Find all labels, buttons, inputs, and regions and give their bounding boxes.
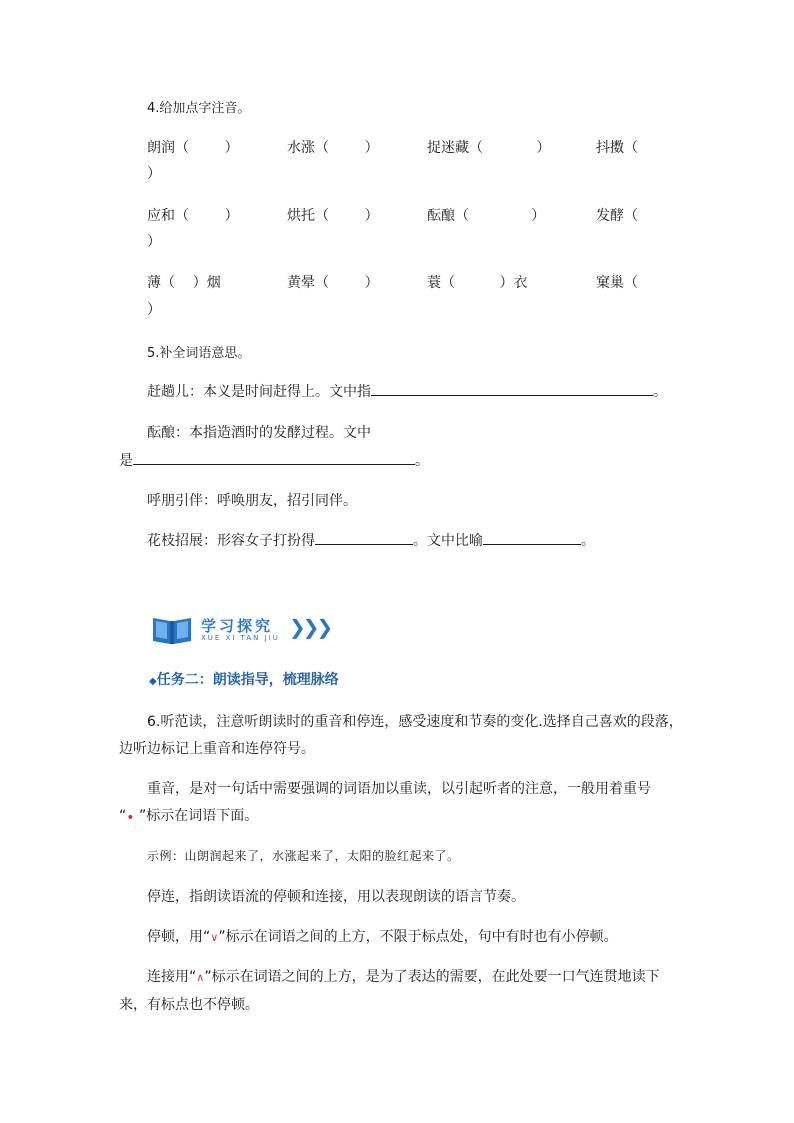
q4-item-dousou: 抖擞（ <box>596 140 638 156</box>
chevrons-right-icon: ❯❯❯ <box>289 615 331 639</box>
stress-open-quote: “ <box>119 808 127 824</box>
q5-item-gantang <box>147 381 667 401</box>
q4-item-kechao: 窠巢（ <box>596 275 638 291</box>
stress-line2 <box>119 805 258 825</box>
stress-line2-text: ”标示在词语下面。 <box>134 808 259 824</box>
q4-item-hongtuo: 烘托（ ） <box>287 208 379 224</box>
link-text-b: ”标示在词语之间的上方，是为了表达的需要，在此处要一口气连贯地读下 <box>204 969 660 985</box>
stress-line1: 重音，是对一句话中需要强调的词语加以重读，以引起听者的注意，一般用着重号 <box>147 781 651 797</box>
q5-period: 。 <box>581 533 595 549</box>
q4-item-yinghe: 应和（ ） <box>147 208 239 224</box>
q5-item-huazhizhaozhan-text: 花枝招展：形容女子打扮得 <box>147 533 315 549</box>
answer-blank-huazhi-1[interactable] <box>315 532 413 545</box>
pause-text-a: 停顿，用“ <box>147 929 211 945</box>
q4-item-huangyun: 黄晕（ ） <box>287 275 379 291</box>
q5-item-yunniang-line2 <box>119 450 429 470</box>
q4-row1-close: ） <box>147 166 161 182</box>
section-banner <box>151 612 331 646</box>
q4-item-fajiao: 发酵（ <box>596 208 638 224</box>
q4-item-shuizhang: 水涨（ ） <box>287 140 379 156</box>
q5-period: 。 <box>415 453 429 469</box>
q4-item-suoyi: 蓑（ ）衣 <box>427 275 528 291</box>
q4-item-boyan: 薄（ ）烟 <box>147 275 221 291</box>
q4-item-langrun: 朗润（ ） <box>147 140 239 156</box>
diamond-bullet-icon: ◆ <box>149 676 157 687</box>
pause-link-definition: 停连，指朗读语流的停顿和连接，用以表现朗读的语言节奏。 <box>147 889 525 905</box>
q5-item-gantang-text: 赶趟儿：本义是时间赶得上。文中指 <box>147 384 371 400</box>
book-icon <box>151 613 193 645</box>
task2-title: 任务二：朗读指导，梳理脉络 <box>156 672 339 688</box>
answer-blank-gantang[interactable] <box>371 383 653 396</box>
banner-subtitle: XUE XI TAN JIU <box>201 634 280 642</box>
answer-blank-huazhi-2[interactable] <box>483 532 581 545</box>
q5-title: 5.补全词语意思。 <box>147 346 251 361</box>
stress-dot-icon: • <box>126 810 135 826</box>
q5-item-yunniang-line1: 酝酿：本指造酒时的发酵过程。文中 <box>147 425 371 441</box>
link-definition-line1 <box>147 966 660 986</box>
answer-blank-yunniang[interactable] <box>133 452 415 465</box>
example-line: 示例：山朗润起来了，水涨起来了，太阳的脸红起来了。 <box>147 849 460 863</box>
q5-item-huazhizhaozhan-metaphor: 。文中比喻 <box>413 533 483 549</box>
q5-item-yunniang-shi: 是 <box>119 453 133 469</box>
pause-definition <box>147 926 618 946</box>
link-mark-icon: ∧ <box>196 971 205 984</box>
q5-item-hupengyinban: 呼朋引伴：呼唤朋友，招引同伴。 <box>147 493 357 509</box>
q4-row3-close: ） <box>147 302 161 318</box>
q6-line1: 6.听范读，注意听朗读时的重音和停连，感受速度和节奏的变化.选择自己喜欢的段落， <box>147 714 683 730</box>
pause-mark-icon: ∨ <box>210 931 219 944</box>
q4-row2-close: ） <box>147 234 161 250</box>
link-definition-line2: 来，有标点也不停顿。 <box>119 997 259 1013</box>
banner-title: 学习探究 <box>201 617 274 635</box>
q4-item-yunniang: 酝酿（ ） <box>427 208 546 224</box>
q4-item-zhuomicang: 捉迷藏（ ） <box>427 140 551 156</box>
task2-heading <box>149 669 339 689</box>
link-text-a: 连接用“ <box>147 969 197 985</box>
q5-item-huazhizhaozhan <box>147 530 595 550</box>
q5-period: 。 <box>653 384 667 400</box>
pause-text-b: ”标示在词语之间的上方，不限于标点处，句中有时也有小停顿。 <box>218 929 618 945</box>
q6-line2: 边听边标记上重音和连停符号。 <box>119 741 315 757</box>
q4-title: 4.给加点字注音。 <box>147 101 251 116</box>
